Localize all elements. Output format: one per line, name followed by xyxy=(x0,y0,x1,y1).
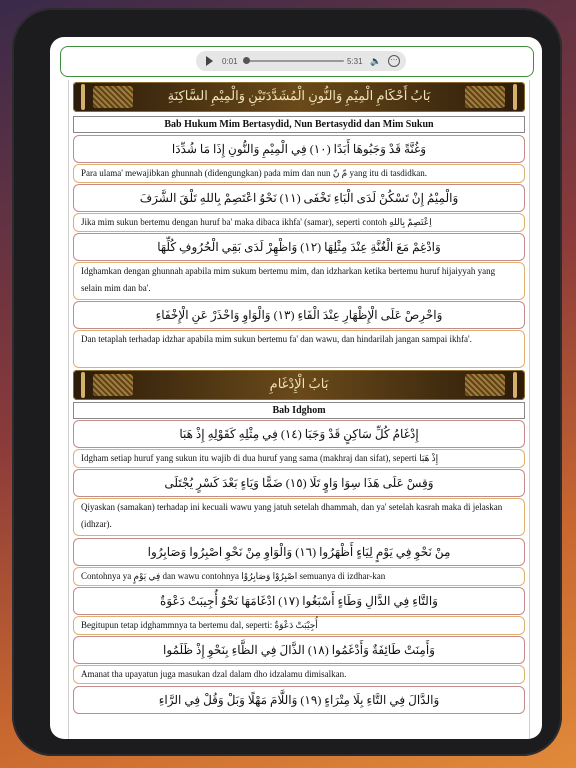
chapter-banner xyxy=(73,370,525,400)
progress-track[interactable] xyxy=(244,60,344,62)
verse-translation: Dan tetaplah terhadap idzhar apabila mim sukun bertemu fa' dan wawu, dan hindarilah jangan sampai ikhfa'. xyxy=(73,330,525,368)
verse-translation: Idgham setiap huruf yang sukun itu wajib di dua huruf yang sama (makhraj dan sifat), seperti إِذْ هَبَا xyxy=(73,449,525,468)
banner-title: بَابُ أَحْكَامِ الْمِيْمِ وَالنُّونِ الْمُشَدَّدَتَيْنِ وَالْمِيْمِ السَّاكِنَةِ xyxy=(167,88,431,103)
lamp-ornament-icon xyxy=(81,372,85,398)
verse-translation: Begitupun tetap idghammnya ta bertemu dal, seperti: أُجِيْبَتْ دَعْوَةٌ xyxy=(73,616,525,635)
verse-translation: Jika mim sukun bertemu dengan huruf ba' maka dibaca ikhfa' (samar), seperti contoh اِعْتَصِمْ بِاللهِ xyxy=(73,213,525,232)
verse-arabic: وَقِسْ عَلَى هَذَا سِوَا وَاوٍ تَلَا (١٥) ضَمًّا وَيَاءٍ بَعْدَ كَسْرٍ يُجْتَلَى xyxy=(73,469,525,497)
total-time: 5:31 xyxy=(347,57,363,66)
verse-translation: Idghamkan dengan ghunnah apabila mim sukum bertemu mim, dan idzharkan ketika bertemu huruf hijaiyyah yang selain mim dan ba'. xyxy=(73,262,525,300)
play-icon[interactable] xyxy=(206,56,213,66)
section-heading: Bab Hukum Mim Bertasydid, Nun Bertasydid dan Mim Sukun xyxy=(73,116,525,133)
verse-arabic: وَالتَّاءِ فِي الدَّالِ وَطَاءٍ أَسْبَغُوا (١٧) ادْغَامَهَا نَحْوُ أُجِيبَتْ دَعْوَةٌ xyxy=(73,587,525,615)
verse-arabic: وَأَمِنَتْ طَائِفَةٌ وَأَدْغَمُوا (١٨) الذَّالَ فِي الظَّاءِ بِنَحْوِ إِذْ ظَلَمُوا xyxy=(73,636,525,664)
chapter-banner xyxy=(73,82,525,112)
ellipsis-icon[interactable]: ⋯ xyxy=(388,55,400,67)
ipad-frame xyxy=(12,8,562,756)
verse-translation: Amanat tha upayatun juga masukan dzal dalam dho idzalamu dimisalkan. xyxy=(73,665,525,684)
section-heading: Bab Idghom xyxy=(73,402,525,419)
ornament-icon xyxy=(465,86,505,108)
verse-arabic: وَاحْرِصْ عَلَى الْإِظْهَارِ عِنْدَ الْفَاءِ (١٣) وَالْوَاوِ وَاحْذَرْ عَنِ الْإِخْفَاءِ xyxy=(73,301,525,329)
verse-arabic: وَالدَّالَ فِي التَّاءِ بِلَا مِتْرَاءٍ (١٩) وَاللَّامَ مَهْلًا وَبَلْ وَقُلْ فِي الرَّاءِ xyxy=(73,686,525,714)
audio-player[interactable] xyxy=(196,51,406,71)
verse-translation: Contohnya ya فِي يَوْمٍ dan wawu contohnya اصْبِرُوْا وَصَابِرُوْا semuanya di izdhar-kan xyxy=(73,567,525,586)
audio-player-frame xyxy=(60,46,534,77)
verse-translation: Para ulama' mewajibkan ghunnah (didengungkan) pada mim dan nun مّ نّ yang itu di tasdidkan. xyxy=(73,164,525,183)
speaker-icon[interactable]: 🔈 xyxy=(370,56,382,66)
verse-arabic: وَالْمِيْمُ إِنْ تَسْكُنْ لَدَى الْبَاءِ تَخْفَى (١١) نَحْوُ اعْتَصِمْ بِاللهِ تَلْقَ الشَّرَفَ xyxy=(73,184,525,212)
ornament-icon xyxy=(93,374,133,396)
banner-title: بَابُ الْإِدْغَامِ xyxy=(269,376,329,391)
lamp-ornament-icon xyxy=(81,84,85,110)
app-screen xyxy=(50,37,542,739)
ornament-icon xyxy=(93,86,133,108)
current-time: 0:01 xyxy=(222,57,238,66)
progress-knob[interactable] xyxy=(243,57,250,64)
ornament-icon xyxy=(465,374,505,396)
verse-arabic: مِنْ نَحْوِ فِي يَوْمٍ لِيَاءٍ أَظْهَرُوا (١٦) وَالْوَاوِ مِنْ نَحْوِ اصْبِرُوا وَصَابِرُوا xyxy=(73,538,525,566)
verse-arabic: وَغُنَّةً قَدْ وَجَبُوهَا أَبَدًا (١٠) فِي الْمِيْمِ وَالنُّونِ إِذَا مَا شُدِّدَا xyxy=(73,135,525,163)
verse-arabic: وَادْغِمْ مَعَ الْغُنَّةِ عِنْدَ مِثْلِهَا (١٢) وَاظْهِرْ لَدَى بَقِي الْحُرُوفِ كُلِّهَا xyxy=(73,233,525,261)
content-scroll[interactable] xyxy=(68,80,530,739)
verse-translation: Qiyaskan (samakan) terhadap ini kecuali wawu yang jatuh setelah dhammah, dan ya' setelah kasrah maka di jelaskan (idhzar). xyxy=(73,498,525,536)
lamp-ornament-icon xyxy=(513,372,517,398)
lamp-ornament-icon xyxy=(513,84,517,110)
verse-arabic: إِدْغَامُ كُلِّ سَاكِنٍ قَدْ وَجَبَا (١٤) فِي مِثْلِهِ كَقَوْلِهِ إِذْ هَبَا xyxy=(73,420,525,448)
